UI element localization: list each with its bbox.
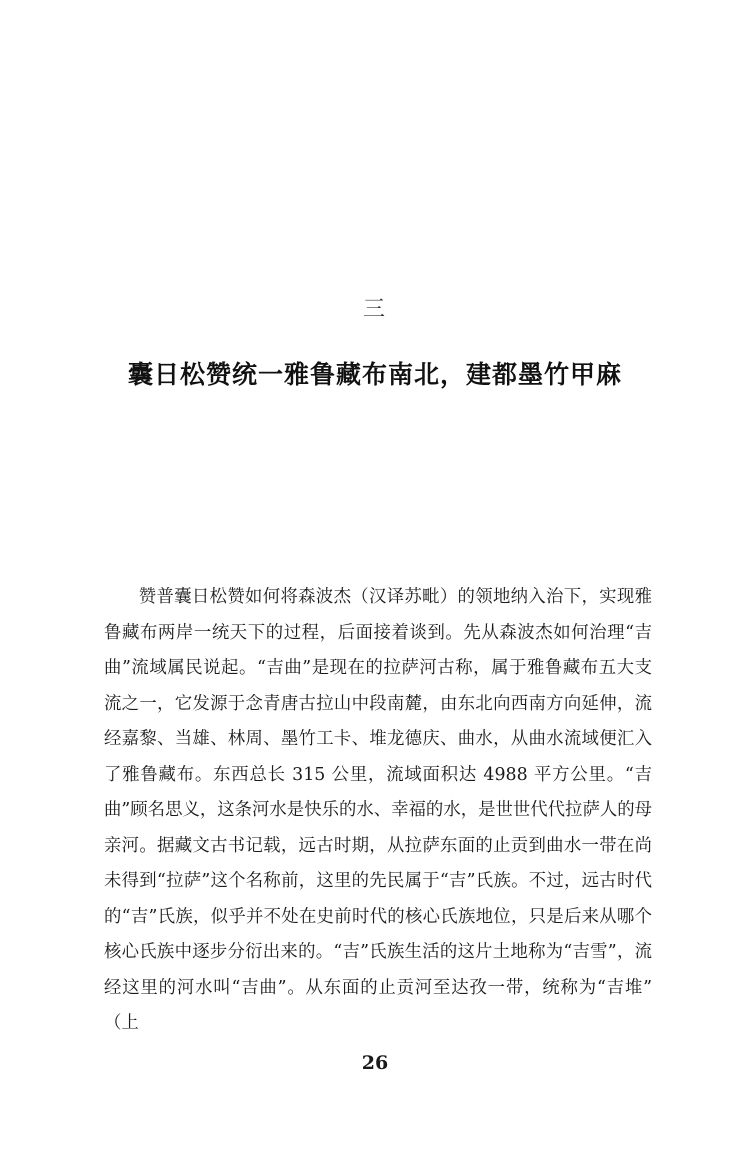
page-number: 26 xyxy=(361,1052,389,1074)
chapter-title: 囊日松赞统一雅鲁藏布南北，建都墨竹甲麻 xyxy=(127,359,622,389)
chapter-number: 三 xyxy=(362,297,387,322)
body-paragraph: 赞普囊日松赞如何将森波杰（汉译苏毗）的领地纳入治下，实现雅鲁藏布两岸一统天下的过程，后面接着谈到。先从森波杰如何治理“吉曲”流域属民说起。“吉曲”是现在的拉萨河古称，属于雅鲁藏布五大支流之一，它发源于念青唐古拉山中段南麓，由东北向西南方向延伸，流经嘉黎、当雄、林周、墨竹工卡、堆龙德庆、曲水，从曲水流域便汇入了雅鲁藏布。东西总长 315 公里，流域面积达 4988 平方公里。“吉曲”顾名思义，这条河水是快乐的水、幸福的水，是世世代代拉萨人的母亲河。据藏文古书记载，远古时期，从拉萨东面的止贡到曲水一带在尚未得到“拉萨”这个名称前，这里的先民属于“吉”氏族。不过，远古时代的“吉”氏族，似乎并不处在史前时代的核心氏族地位，只是后来从哪个核心氏族中逐步分衍出来的。“吉”氏族生活的这片土地称为“吉雪”，流经这里的河水叫“吉曲”。从东面的止贡河至达孜一带，统称为“吉堆”（上 xyxy=(104,587,653,1033)
body-text-block xyxy=(104,580,652,1042)
